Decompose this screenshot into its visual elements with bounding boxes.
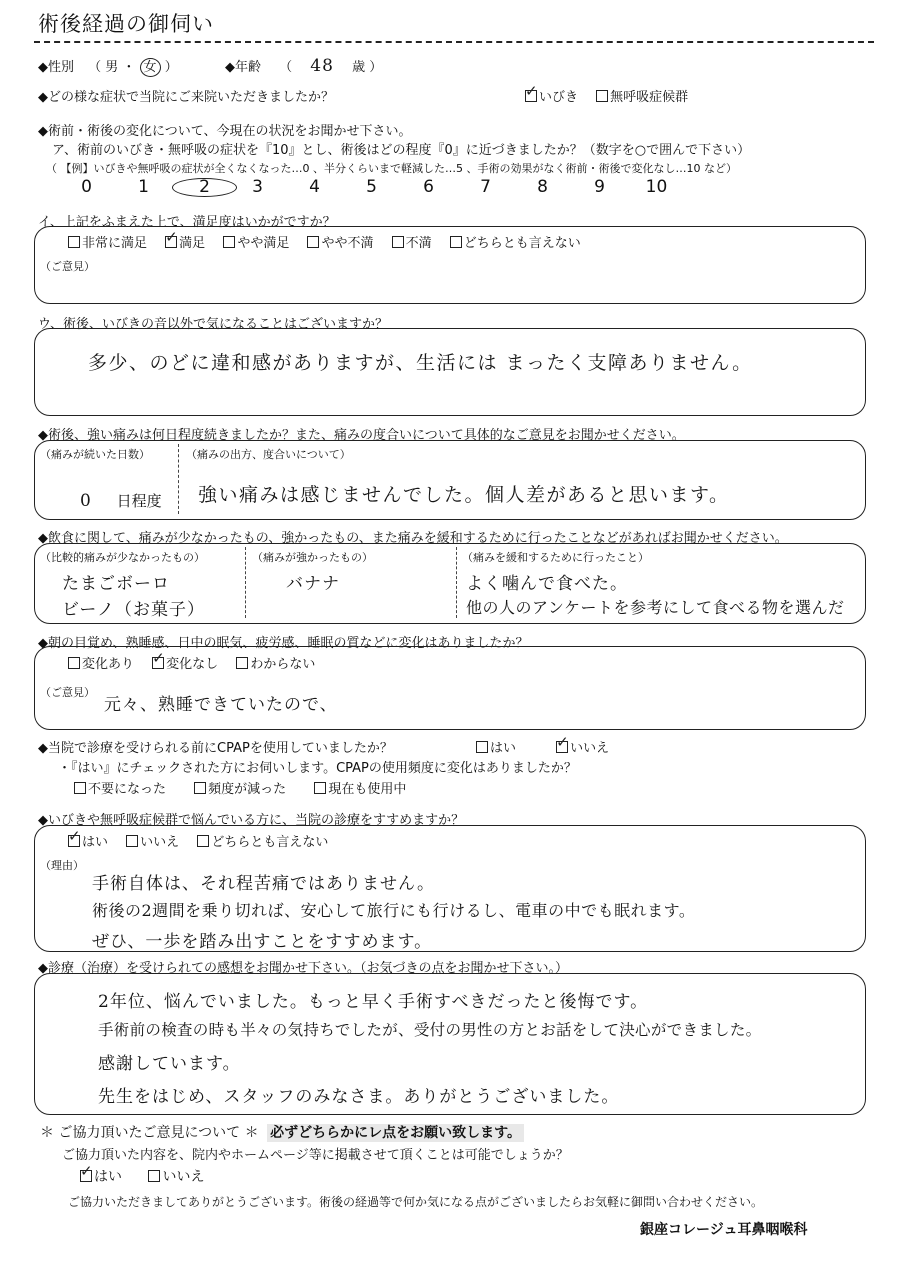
age-row [225, 56, 382, 76]
checkbox-ibiki[interactable] [525, 90, 537, 102]
gender-open: （ 男 ・ [88, 60, 136, 75]
consent-thanks: ご協力いただきましてありがとうございます。術後の経過等で何か気になる点がございましたらお気軽に御問い合わせください。 [68, 1195, 764, 1209]
option-apnea[interactable]: 無呼吸症候群 [596, 90, 688, 105]
recommend-options [68, 831, 342, 850]
satisfaction-question: イ、上記をふまえた上で、満足度はいかがですか？ [38, 215, 336, 230]
morning-question: ◆朝の目覚め、熟睡感、日中の眠気、疲労感、睡眠の質などに変化はありましたか？ [38, 636, 529, 651]
scale-4[interactable]: 4 [309, 177, 320, 197]
option-cpap-still[interactable]: 現在も使用中 [314, 782, 406, 797]
recommend-reason-1: 手術自体は、それ程苦痛ではありません。 [92, 874, 436, 894]
option-recommend-neither[interactable]: どちらとも言えない [197, 835, 328, 850]
page-title: 術後経過の御伺い [38, 12, 214, 36]
scale-1[interactable]: 1 [138, 177, 149, 197]
pain-days [80, 490, 162, 511]
recommend-reason-2: 術後の2週間を乗り切れば、安心して旅行にも行けるし、電車の中でも眠れます。 [92, 901, 696, 920]
option-consent-yes[interactable]: ✓はい [80, 1169, 122, 1185]
pain-degree-label: （痛みの出方、度合いについて） [186, 448, 351, 461]
pain-days-value[interactable]: 0 [80, 491, 92, 511]
pain-degree-answer: 強い痛みは感じませんでした。個人差があると思います。 [198, 484, 730, 506]
consent-heading: ＊ ご協力頂いたご意見について ＊ [40, 1125, 259, 1141]
scale-6[interactable]: 6 [423, 177, 434, 197]
option-ibiki[interactable]: ✓ いびき [525, 90, 578, 105]
recommend-question: ◆いびきや無呼吸症候群で悩んでいる方に、当院の診療をすすめますか？ [38, 813, 465, 828]
cpap-subquestion: ・『はい』にチェックされた方にお伺いします。CPAPの使用頻度に変化はありましたか？ [58, 761, 577, 776]
scale-8[interactable]: 8 [537, 177, 548, 197]
symptom-question: ◆どの様な症状で当院にご来院いただきましたか？ [38, 90, 334, 105]
age-label: ◆年齢 [225, 60, 261, 75]
scale-9[interactable]: 9 [594, 177, 605, 197]
pain-question: ◆術後、強い痛みは何日程度続きましたか？また、痛みの度合いについて具体的なご意見をお聞かせください。 [38, 428, 685, 443]
impression-line-3: 感謝しています。 [98, 1054, 241, 1074]
recommend-reason-3: ぜひ、一歩を踏み出すことをすすめます。 [92, 932, 433, 952]
impression-line-2: 手術前の検査の時も半々の気持ちでしたが、受付の男性の方とお話をして決心ができました。 [98, 1021, 762, 1039]
consent-required: 必ずどちらかにレ点をお願い致します。 [267, 1124, 524, 1142]
scale-7[interactable]: 7 [480, 177, 491, 197]
scale-10[interactable]: 10 [645, 177, 668, 197]
gender-row [38, 56, 178, 77]
other-question: ウ、術後、いびきの音以外で気になることはございますか？ [38, 317, 388, 332]
age-value[interactable]: 48 [310, 56, 334, 76]
option-changed[interactable]: 変化あり [68, 657, 134, 672]
change-scale [58, 177, 685, 197]
food-less-label: （比較的痛みが少なかったもの） [40, 551, 205, 564]
option-cpap-no[interactable]: ✓ いいえ [556, 741, 609, 756]
option-cpap-yes[interactable]: はい [476, 741, 516, 756]
food-less-1: たまごボーロ [62, 574, 170, 594]
food-relief-1: よく噛んで食べた。 [466, 574, 628, 594]
option-unknown[interactable]: わからない [236, 657, 315, 672]
food-less-2: ビーノ（お菓子） [62, 600, 205, 620]
scale-0[interactable]: 0 [81, 177, 92, 197]
recommend-reason-label: （理由） [40, 859, 84, 872]
food-strong-label: （痛みが強かったもの） [252, 551, 373, 564]
morning-answer: 元々、熟睡できていたので、 [104, 695, 338, 715]
option-somewhat-satisfied[interactable]: やや満足 [223, 236, 289, 251]
option-dissatisfied[interactable]: 不満 [392, 236, 432, 251]
morning-comment-label: （ご意見） [40, 686, 95, 699]
checkbox-apnea[interactable] [596, 90, 608, 102]
age-unit: 歳 ） [352, 60, 383, 75]
food-divider-2 [456, 547, 457, 618]
pain-days-label: （痛みが続いた日数） [40, 448, 150, 461]
option-no-change[interactable]: ✓ 変化なし [152, 657, 218, 672]
option-recommend-yes[interactable]: ✓はい [68, 835, 108, 850]
food-strong: バナナ [286, 574, 340, 594]
age-open: （ [279, 60, 293, 75]
cpap-options [476, 737, 623, 756]
option-cpap-reduced[interactable]: 頻度が減った [194, 782, 286, 797]
option-somewhat-dissatisfied[interactable]: やや不満 [307, 236, 373, 251]
pain-days-unit: 日程度 [116, 492, 162, 510]
clinic-name: 銀座コレージュ耳鼻咽喉科 [640, 1222, 808, 1238]
option-recommend-no[interactable]: いいえ [126, 835, 179, 850]
food-relief-label: （痛みを緩和するために行ったこと） [462, 551, 649, 564]
consent-options [80, 1166, 218, 1186]
option-cpap-unneeded[interactable]: 不要になった [74, 782, 166, 797]
impression-line-4: 先生をはじめ、スタッフのみなさま。ありがとうございました。 [98, 1087, 620, 1107]
scale-2-selected[interactable]: 2 [172, 177, 229, 197]
cpap-question: ◆当院で診療を受けられる前にCPAPを使用していましたか？ [38, 741, 393, 756]
food-question: ◆飲食に関して、痛みが少なかったもの、強かったもの、また痛みを緩和するために行ったことなどがあればお聞かせください。 [38, 531, 788, 546]
gender-female-circled[interactable]: 女 [140, 58, 161, 77]
option-satisfied[interactable]: ✓ 満足 [165, 236, 205, 251]
gender-label: ◆性別 [38, 60, 74, 75]
consent-heading-row [40, 1122, 524, 1142]
option-neither[interactable]: どちらとも言えない [450, 236, 581, 251]
option-very-satisfied[interactable]: 非常に満足 [68, 236, 147, 251]
gender-close: ） [164, 60, 178, 75]
cpap-sub-options [74, 778, 420, 797]
satisfaction-comment-label: （ご意見） [40, 260, 95, 273]
other-answer: 多少、のどに違和感がありますが、生活には まったく支障ありません。 [88, 352, 753, 374]
change-question: ◆術前・術後の変化について、今現在の状況をお聞かせ下さい。 [38, 124, 412, 139]
impression-question: ◆診療（治療）を受けられての感想をお聞かせ下さい。（お気づきの点をお聞かせ下さい。） [38, 961, 568, 976]
pain-divider [178, 444, 179, 514]
change-example: （ 【例】いびきや無呼吸の症状が全くなくなった…0 、半分くらいまで軽減した…5 、手術の効果がなく術前・術後で変化なし…10 など） [46, 162, 737, 175]
consent-question: ご協力頂いた内容を、院内やホームページ等に掲載させて頂くことは可能でしょうか？ [62, 1148, 569, 1163]
symptom-options [525, 86, 702, 105]
food-divider-1 [245, 547, 246, 618]
satisfaction-options [68, 232, 595, 251]
title-divider [34, 41, 874, 43]
change-subquestion: ア、術前のいびき・無呼吸の症状を『10』とし、術後はどの程度『0』に近づきましたか？（数字を○で囲んで下さい） [52, 143, 751, 158]
food-relief-2: 他の人のアンケートを参考にして食べる物を選んだ [466, 598, 845, 617]
impression-line-1: 2年位、悩んでいました。もっと早く手術すべきだったと後悔です。 [98, 992, 649, 1012]
scale-5[interactable]: 5 [366, 177, 377, 197]
morning-options [68, 653, 329, 672]
scale-3[interactable]: 3 [252, 177, 263, 197]
option-consent-no[interactable]: いいえ [148, 1169, 204, 1185]
